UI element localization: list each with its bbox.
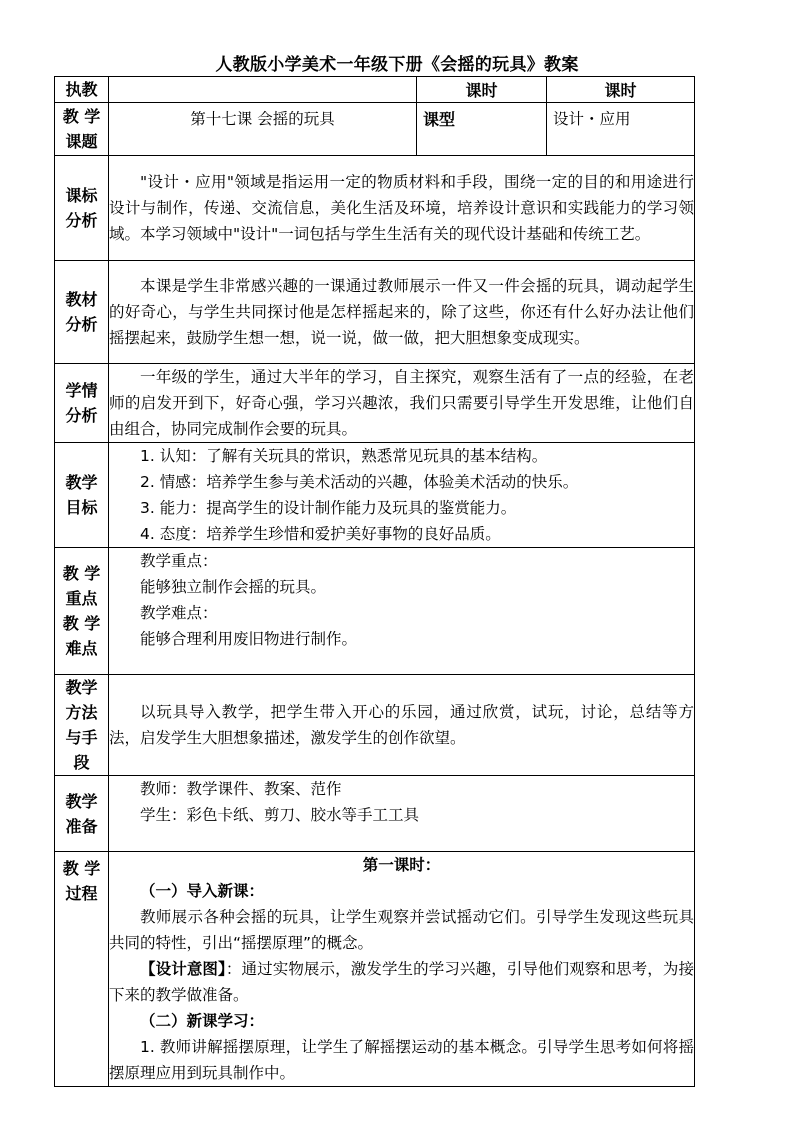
topic-label: 教 学 课题: [55, 103, 109, 156]
key-point-heading: 教学重点：: [140, 552, 218, 570]
new-lesson-text: 1. 教师讲解摇摆原理，让学生了解摇摆运动的基本概念。引导学生思考如何将摇摆原理应用到玩具制作中。: [109, 1038, 694, 1082]
objective-item: 3. 能力：提高学生的设计制作能力及玩具的鉴赏能力。: [140, 499, 517, 517]
key-point-text: 能够独立制作会摇的玩具。: [140, 578, 327, 596]
process-cell: [109, 852, 695, 1087]
standard-analysis-label: 课标 分析: [55, 156, 109, 261]
header-row: [55, 77, 695, 103]
teacher-label: 执教: [55, 77, 109, 103]
design-intent-label: 【设计意图】: [140, 960, 226, 978]
process-label: 教 学 过程: [55, 852, 109, 1087]
preparation-row: [55, 776, 695, 852]
teacher-preparation: 教师：教学课件、教案、范作: [140, 780, 342, 798]
preparation-label: 教学 准备: [55, 776, 109, 852]
lesson-plan-table: [54, 76, 695, 1087]
student-analysis-row: [55, 364, 695, 443]
material-analysis-text: 本课是学生非常感兴趣的一课通过教师展示一件又一件会摇的玩具，调动起学生的好奇心，与学生共同探讨他是怎样摇起来的，除了这些，你还有什么好办法让他们摇摆起来，鼓励学生想一想，说一说，做一做，把大胆想象变成现实。: [109, 277, 694, 347]
difficult-point-text: 能够合理利用废旧物进行制作。: [140, 630, 358, 648]
objective-item: 1. 认知：了解有关玩具的常识，熟悉常见玩具的基本结构。: [140, 447, 548, 465]
preparation-cell: [109, 776, 695, 852]
objective-item: 2. 情感：培养学生参与美术活动的兴趣，体验美术活动的快乐。: [140, 473, 579, 491]
intro-text: 教师展示各种会摇的玩具，让学生观察并尝试摇动它们。引导学生发现这些玩具共同的特性，引出“摇摆原理”的概念。: [109, 908, 694, 952]
key-difficult-label: 教 学 重点 教 学 难点: [55, 548, 109, 675]
methods-label: 教学 方法 与手 段: [55, 675, 109, 776]
teacher-value: [109, 77, 417, 103]
difficult-point-heading: 教学难点：: [140, 604, 218, 622]
methods-text: 以玩具导入教学，把学生带入开心的乐园，通过欣赏，试玩，讨论，总结等方法，启发学生大胆想象描述，激发学生的创作欲望。: [109, 703, 694, 747]
material-analysis-row: [55, 261, 695, 364]
standard-analysis-cell: [109, 156, 695, 261]
student-analysis-label: 学情 分析: [55, 364, 109, 443]
lesson-type-value: 设计・应用: [547, 103, 695, 156]
methods-row: [55, 675, 695, 776]
design-intent-text: ：通过实物展示，激发学生的学习兴趣，引导他们观察和思考，为接下来的教学做准备。: [109, 960, 694, 1004]
objectives-cell: [109, 443, 695, 548]
student-analysis-cell: [109, 364, 695, 443]
key-difficult-cell: [109, 548, 695, 675]
document-title: 人教版小学美术一年级下册《会摇的玩具》教案: [215, 55, 579, 75]
standard-analysis-row: [55, 156, 695, 261]
material-analysis-cell: [109, 261, 695, 364]
period-header-1: 课时: [417, 77, 547, 103]
objectives-row: [55, 443, 695, 548]
intro-subheading: （一）导入新课：: [140, 882, 265, 900]
standard-analysis-text: "设计・应用"领域是指运用一定的物质材料和手段，围绕一定的目的和用途进行设计与制作，传递、交流信息，美化生活及环境，培养设计意识和实践能力的学习领域。本学习领域中"设计"一词包括与学生生活有关的现代设计基础和传统工艺。: [109, 173, 694, 243]
design-intent: [109, 956, 694, 1008]
period-heading: 第一课时：: [362, 856, 441, 874]
period-header-2: 课时: [547, 77, 695, 103]
student-analysis-text: 一年级的学生，通过大半年的学习，自主探究，观察生活有了一点的经验，在老师的启发开到下，好奇心强，学习兴趣浓，我们只需要引导学生开发思维，让他们自由组合，协同完成制作会要的玩具。: [109, 368, 694, 438]
key-difficult-row: [55, 548, 695, 675]
methods-cell: [109, 675, 695, 776]
new-lesson-subheading: （二）新课学习：: [140, 1012, 265, 1030]
objectives-label: 教学 目标: [55, 443, 109, 548]
student-preparation: 学生：彩色卡纸、剪刀、胶水等手工工具: [140, 806, 420, 824]
lesson-title: 第十七课 会摇的玩具: [109, 103, 417, 156]
topic-row: [55, 103, 695, 156]
process-row: [55, 852, 695, 1087]
material-analysis-label: 教材 分析: [55, 261, 109, 364]
lesson-type-label: 课型: [417, 103, 547, 156]
objective-item: 4. 态度：培养学生珍惜和爱护美好事物的良好品质。: [140, 525, 501, 543]
